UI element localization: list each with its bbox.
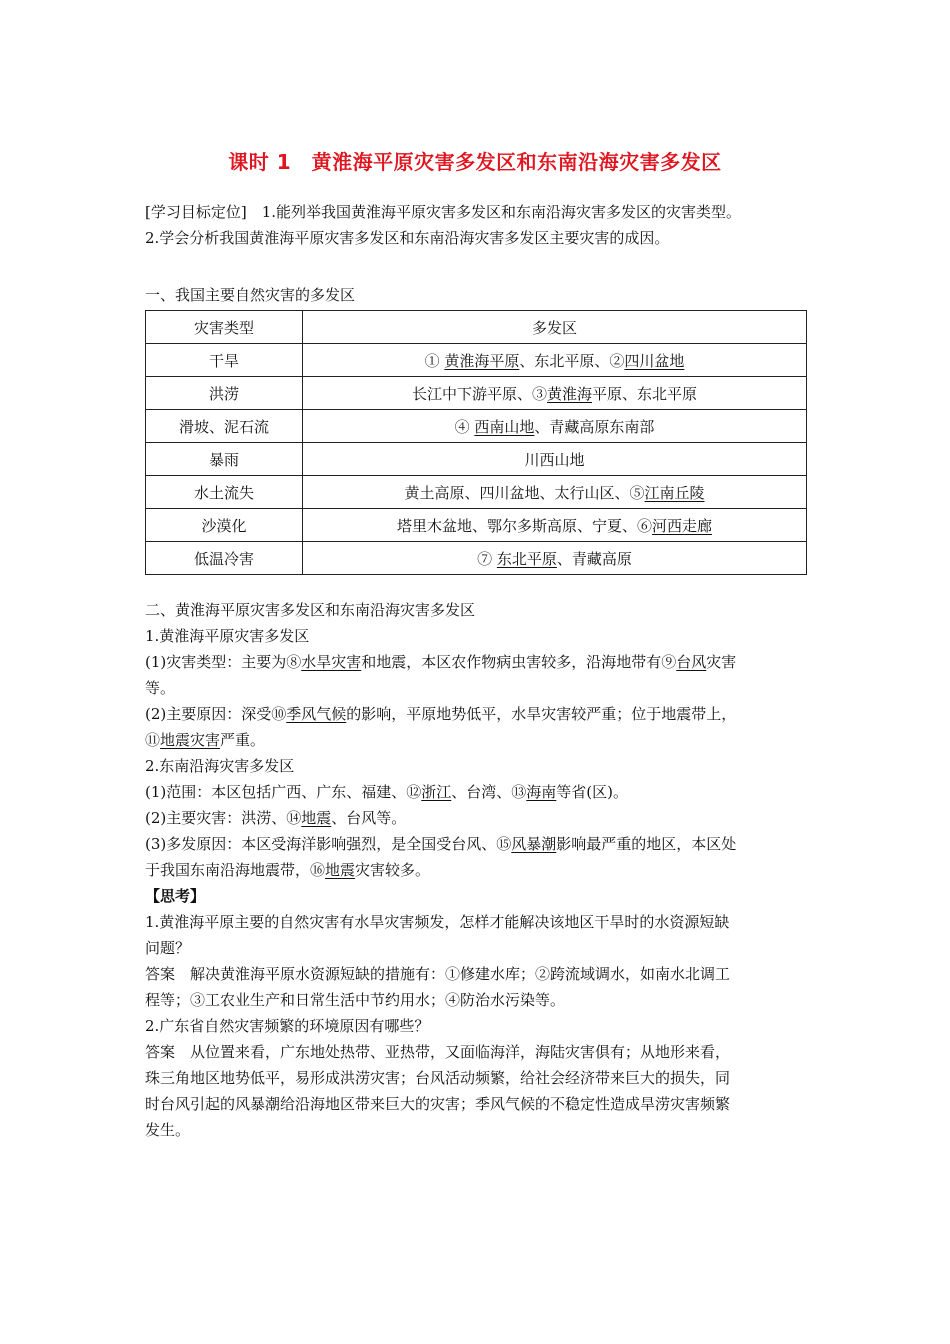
section-2 — [145, 597, 810, 1143]
blank-answer: 季风气候 — [286, 705, 347, 723]
region-cell: ④ 西南山地、青藏高原东南部 — [303, 410, 807, 443]
disaster-type-cell: 洪涝 — [146, 377, 303, 410]
table-header-row — [146, 311, 807, 344]
disaster-table — [145, 310, 807, 575]
blank-answer: 地震 — [301, 809, 332, 827]
table-row — [146, 377, 807, 410]
disaster-type-cell: 水土流失 — [146, 476, 303, 509]
header-region: 多发区 — [303, 311, 807, 344]
section-1-heading: 一、我国主要自然灾害的多发区 — [145, 286, 356, 304]
blank-answer: 黄淮海 — [546, 384, 592, 403]
blank-answer: 河西走廊 — [652, 516, 713, 535]
region-cell: ⑦ 东北平原、青藏高原 — [303, 542, 807, 575]
disaster-type-cell: 暴雨 — [146, 443, 303, 476]
table-row — [146, 542, 807, 575]
objective-line-1: [学习目标定位] 1.能列举我国黄淮海平原灾害多发区和东南沿海灾害多发区的灾害类型。 — [145, 203, 742, 221]
paragraph-line: 于我国东南沿海地震带，⑯地震灾害较多。 — [145, 861, 431, 879]
region-cell: 长江中下游平原、③黄淮海平原、东北平原 — [303, 377, 807, 410]
paragraph-line: (2)主要原因：深受⑩季风气候的影响，平原地势低平，水旱灾害较严重；位于地震带上， — [145, 705, 737, 723]
table-row — [146, 509, 807, 542]
answer-2-line-1: 答案 从位置来看，广东地处热带、亚热带，又面临海洋，海陆灾害俱有；从地形来看， — [145, 1043, 731, 1061]
section-1 — [145, 282, 810, 308]
disaster-type-cell: 干旱 — [146, 344, 303, 377]
table-row — [146, 410, 807, 443]
table-row — [146, 443, 807, 476]
paragraph-line: ⑪地震灾害严重。 — [145, 731, 266, 749]
subsection-1-heading: 1.黄淮海平原灾害多发区 — [145, 627, 310, 645]
region-cell: 塔里木盆地、鄂尔多斯高原、宁夏、⑥河西走廊 — [303, 509, 807, 542]
region-cell: 黄土高原、四川盆地、太行山区、⑤江南丘陵 — [303, 476, 807, 509]
answer-1-line-1: 答案 解决黄淮海平原水资源短缺的措施有：①修建水库；②跨流域调水，如南水北调工 — [145, 965, 731, 983]
blank-answer: 浙江 — [421, 783, 452, 801]
paragraph-line: (2)主要灾害：洪涝、⑭地震、台风等。 — [145, 809, 407, 827]
blank-answer: 地震 — [325, 861, 356, 879]
disaster-type-cell: 低温冷害 — [146, 542, 303, 575]
paragraph-line: 等。 — [145, 679, 176, 697]
blank-answer: 西南山地 — [474, 417, 535, 436]
page-title: 课时 1 黄淮海平原灾害多发区和东南沿海灾害多发区 — [228, 150, 722, 174]
paragraph-line: (3)多发原因：本区受海洋影响强烈，是全国受台风、⑮风暴潮影响最严重的地区，本区处 — [145, 835, 737, 853]
paragraph-line: (1)灾害类型：主要为⑧水旱灾害和地震，本区农作物病虫害较多，沿海地带有⑨台风灾害 — [145, 653, 737, 671]
disaster-type-cell: 沙漠化 — [146, 509, 303, 542]
blank-answer: 黄淮海平原 — [444, 351, 520, 370]
table-row — [146, 476, 807, 509]
subsection-2-heading: 2.东南沿海灾害多发区 — [145, 757, 295, 775]
region-cell: 川西山地 — [303, 443, 807, 476]
table-row — [146, 344, 807, 377]
header-type: 灾害类型 — [146, 311, 303, 344]
disaster-type-cell: 滑坡、泥石流 — [146, 410, 303, 443]
question-2: 2.广东省自然灾害频繁的环境原因有哪些？ — [145, 1017, 430, 1035]
answer-2-line-4: 发生。 — [145, 1121, 191, 1139]
blank-answer: 地震灾害 — [160, 731, 221, 749]
paragraph-line: (1)范围：本区包括广西、广东、福建、⑫浙江、台湾、⑬海南等省(区)。 — [145, 783, 629, 801]
think-heading: 【思考】 — [145, 887, 206, 905]
blank-answer: 台风 — [676, 653, 707, 671]
blank-answer: 风暴潮 — [511, 835, 557, 853]
blank-answer: 江南丘陵 — [644, 483, 705, 502]
objective-line-2: 2.学会分析我国黄淮海平原灾害多发区和东南沿海灾害多发区主要灾害的成因。 — [145, 229, 670, 247]
section-2-heading: 二、黄淮海平原灾害多发区和东南沿海灾害多发区 — [145, 601, 476, 619]
blank-answer: 水旱灾害 — [301, 653, 362, 671]
blank-answer: 海南 — [526, 783, 557, 801]
region-cell: ① 黄淮海平原、东北平原、②四川盆地 — [303, 344, 807, 377]
learning-objectives — [145, 199, 810, 251]
answer-1-line-2: 程等；③工农业生产和日常生活中节约用水；④防治水污染等。 — [145, 991, 566, 1009]
answer-2-line-3: 时台风引起的风暴潮给沿海地区带来巨大的灾害；季风气候的不稳定性造成旱涝灾害频繁 — [145, 1095, 731, 1113]
answer-2-line-2: 珠三角地区地势低平，易形成洪涝灾害；台风活动频繁，给社会经济带来巨大的损失，同 — [145, 1069, 731, 1087]
blank-answer: 四川盆地 — [624, 351, 685, 370]
question-1-line-1: 1.黄淮海平原主要的自然灾害有水旱灾害频发，怎样才能解决该地区干旱时的水资源短缺 — [145, 913, 730, 931]
blank-answer: 东北平原 — [496, 549, 557, 568]
question-1-line-2: 问题？ — [145, 939, 191, 957]
